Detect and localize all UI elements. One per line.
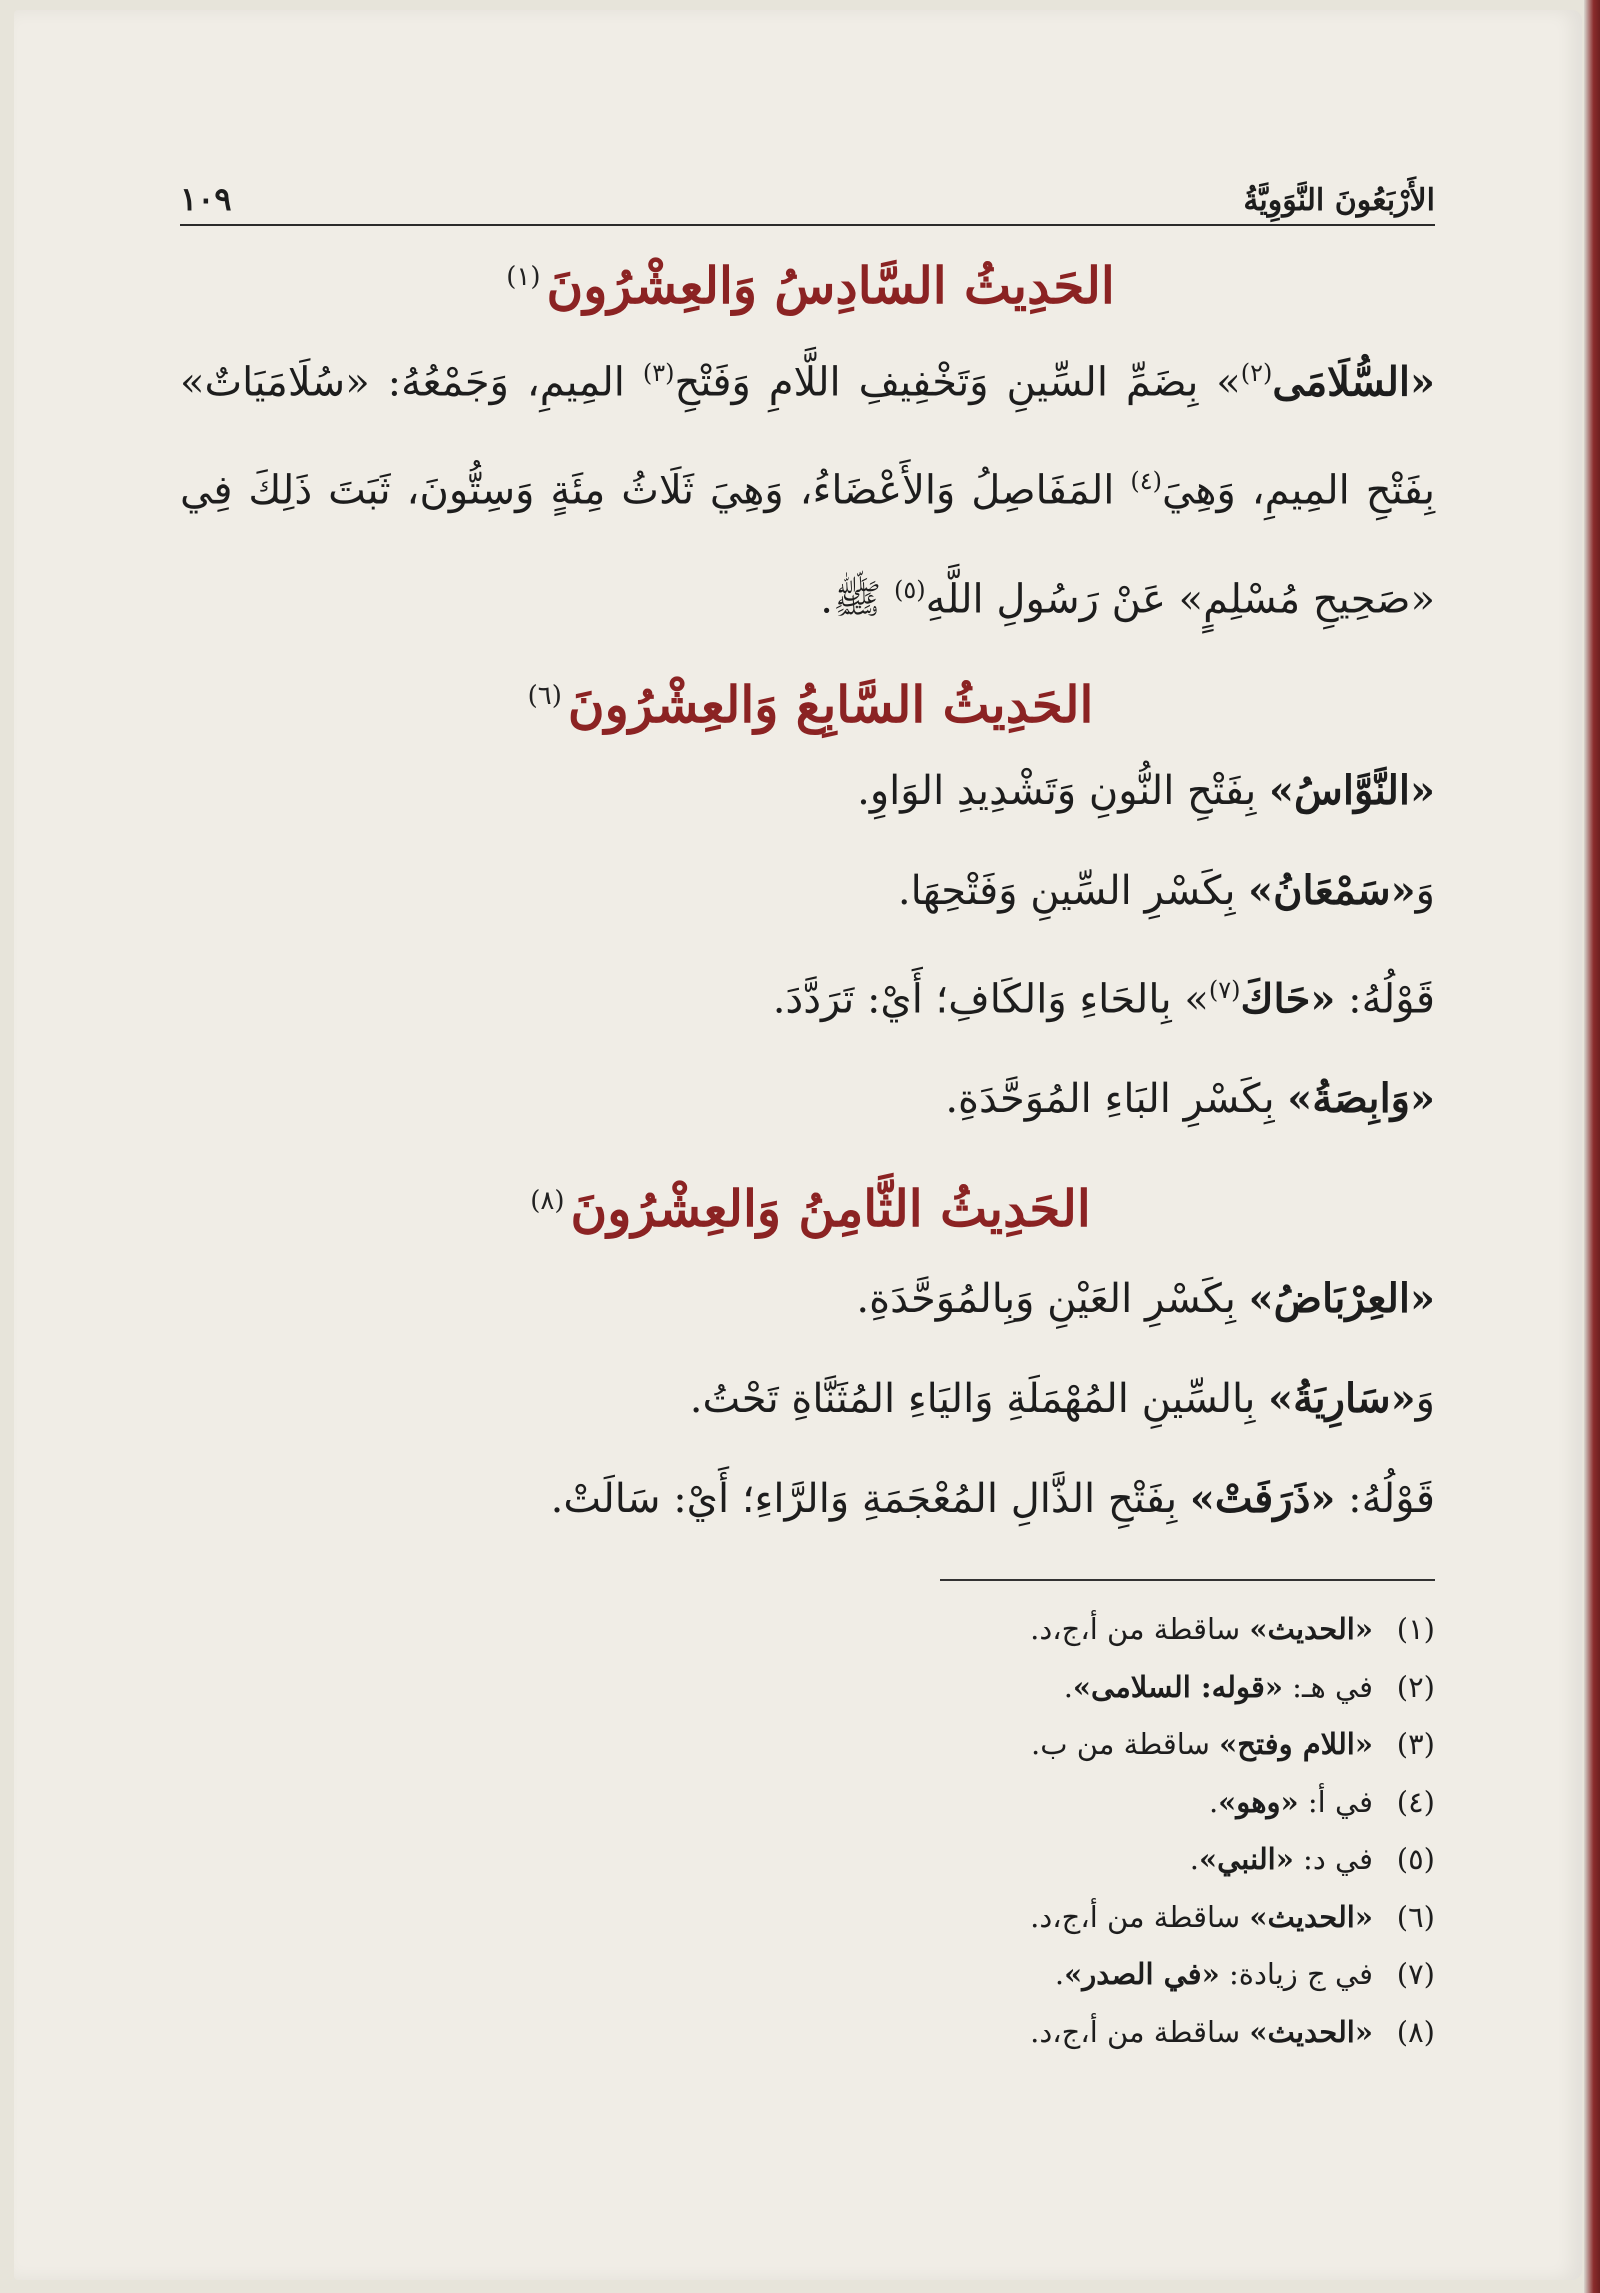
footnote-item [180,1946,1435,2004]
footnote-item [180,1889,1435,1947]
book-edge [1584,0,1600,2293]
term: «السُّلَامَى [1272,358,1435,406]
line-text: بِكَسْرِ العَيْنِ وَبِالمُوَحَّدَةِ. [856,1276,1249,1323]
footnote-pre: في د: [1293,1842,1373,1877]
footnote-quote: «اللام وفتح» [1219,1727,1373,1762]
footnote-number: (٤) [1396,1784,1435,1819]
footnote-text [1030,1601,1373,1659]
footnote-ref: (٥) [894,575,926,604]
footnote-number: (٥) [1396,1842,1435,1877]
footnote-number: (١) [1396,1612,1435,1647]
line-prefix: قَوْلُهُ: [1335,1476,1435,1523]
footnote-ref: (٤) [1130,467,1163,496]
footnote-pre: في هـ: [1282,1669,1373,1704]
hadith-27-body [180,741,1435,1149]
text-line [180,941,1435,1049]
footnote-separator [940,1579,1435,1581]
footnote-ref: (٧) [1208,975,1241,1004]
line-prefix: وَ [1415,867,1435,914]
footnote-number: (٣) [1396,1727,1435,1762]
footnote-item [180,1659,1435,1717]
text-line [180,1349,1435,1449]
hadith-26-title-text: الحَدِيثُ السَّادِسُ وَالعِشْرُونَ [546,256,1115,315]
term: «سَمْعَانُ» [1248,866,1416,914]
hadith-26-paragraph [180,324,1435,649]
footnote-text [1031,1716,1373,1774]
footnote-rest: . [1054,1957,1065,1992]
line-text: بِكَسْرِ البَاءِ المُوَحَّدَةِ. [945,1076,1288,1123]
footnote-pre: في ج زيادة: [1219,1957,1373,1992]
footnote-ref: (٨) [530,1185,565,1216]
footnote-number: (٦) [1396,1899,1435,1934]
hadith-28-body [180,1249,1435,1549]
footnote-rest: . [1063,1669,1073,1704]
hadith-27-title-text: الحَدِيثُ السَّابِعُ وَالعِشْرُونَ [567,674,1094,734]
footnote-quote: «الحديث» [1249,1612,1373,1647]
page-number: ١٠٩ [180,180,232,218]
running-title: الأَرْبَعُونَ النَّوَوِيَّةُ [1243,183,1435,218]
hadith-28-title-text: الحَدِيثُ الثَّامِنُ وَالعِشْرُونَ [570,1179,1091,1239]
term: «وَابِصَةُ» [1287,1075,1435,1123]
footnote-rest: ساقطة من أ،ج،د. [1030,1612,1250,1647]
page-content [180,160,1435,2061]
footnote-item [180,1831,1435,1889]
footnote-quote: «في الصدر» [1064,1957,1220,1992]
footnote-text [1030,1889,1373,1947]
line-text: بِفَتْحِ الذَّالِ المُعْجَمَةِ وَالرَّاءِ؛ أَيْ: سَالَتْ. [550,1476,1190,1523]
text-line [180,741,1435,841]
footnote-ref: (١) [506,262,541,293]
footnote-quote: «الحديث» [1249,1899,1373,1934]
footnote-rest: ساقطة من ب. [1031,1727,1220,1762]
footnote-rest: . [1189,1842,1200,1877]
paragraph-text: ﷺ. [820,575,895,622]
footnote-item [180,1774,1435,1832]
footnote-rest: ساقطة من أ،ج،د. [1030,1899,1250,1934]
line-text: » بِالحَاءِ وَالكَافِ؛ أَيْ: تَرَدَّدَ. [772,976,1209,1023]
term: «النَّوَّاسُ» [1269,766,1435,814]
footnote-ref: (٢) [1240,359,1273,387]
text-line [180,1049,1435,1149]
footnote-text [1209,1774,1373,1832]
text-line [180,1249,1435,1349]
hadith-27-title [180,675,1435,735]
term: «حَاكَ [1240,975,1336,1023]
line-text: بِكَسْرِ السِّينِ وَفَتْحِهَا. [897,867,1249,914]
hadith-26-title [180,256,1435,316]
line-prefix: وَ [1415,1376,1435,1423]
footnote-quote: «وهو» [1218,1784,1299,1819]
hadith-28-title [180,1179,1435,1239]
term: «سَارِيَةُ» [1268,1375,1416,1423]
footnote-number: (٧) [1396,1957,1435,1992]
paragraph-text: » بِضَمِّ السِّينِ وَتَخْفِيفِ اللَّامِ وَفَتْحِ [674,359,1241,406]
footnote-pre: في أ: [1298,1784,1373,1819]
footnote-text [1055,1946,1373,2004]
footnote-text [1190,1831,1373,1889]
paragraph-text: المَفَاصِلُ وَالأَعْضَاءُ، وَهِيَ ثَلَاثُ مِئَةٍ وَسِتُّونَ، ثَبَتَ ذَلِكَ فِي «صَحِيحِ مُسْلِمٍ» عَنْ رَسُولِ اللَّهِ [180,467,1435,622]
page-header [180,160,1435,226]
footnote-item [180,1601,1435,1659]
footnote-ref: (٦) [527,681,562,712]
footnote-number: (٢) [1396,1669,1435,1704]
footnote-rest: ساقطة من أ،ج،د. [1030,2014,1250,2049]
text-line [180,841,1435,941]
footnote-quote: «قوله: السلامى» [1072,1669,1283,1704]
footnote-item [180,1716,1435,1774]
line-prefix: قَوْلُهُ: [1335,976,1435,1023]
footnote-quote: «الحديث» [1249,2014,1373,2049]
term: «ذَرَفَتْ» [1189,1475,1336,1523]
footnote-number: (٨) [1396,2014,1435,2049]
line-text: بِالسِّينِ المُهْمَلَةِ وَاليَاءِ المُثَنَّاةِ تَحْتُ. [689,1376,1269,1423]
line-text: بِفَتْحِ النُّونِ وَتَشْدِيدِ الوَاوِ. [857,767,1270,814]
footnote-rest: . [1208,1784,1219,1819]
footnote-text [1030,2004,1373,2062]
footnotes [180,1601,1435,2061]
footnote-quote: «النبي» [1199,1842,1294,1877]
paragraph-text: المِيمِ، وَجَمْعُهُ: «سُلَامَيَاتٌ» بِفَتْحِ المِيمِ، وَهِيَ [180,359,1436,514]
footnote-text [1064,1659,1373,1717]
footnote-item [180,2004,1435,2062]
text-line [180,1449,1435,1549]
term: «العِرْبَاضُ» [1248,1275,1435,1323]
footnote-ref: (٣) [642,359,675,387]
